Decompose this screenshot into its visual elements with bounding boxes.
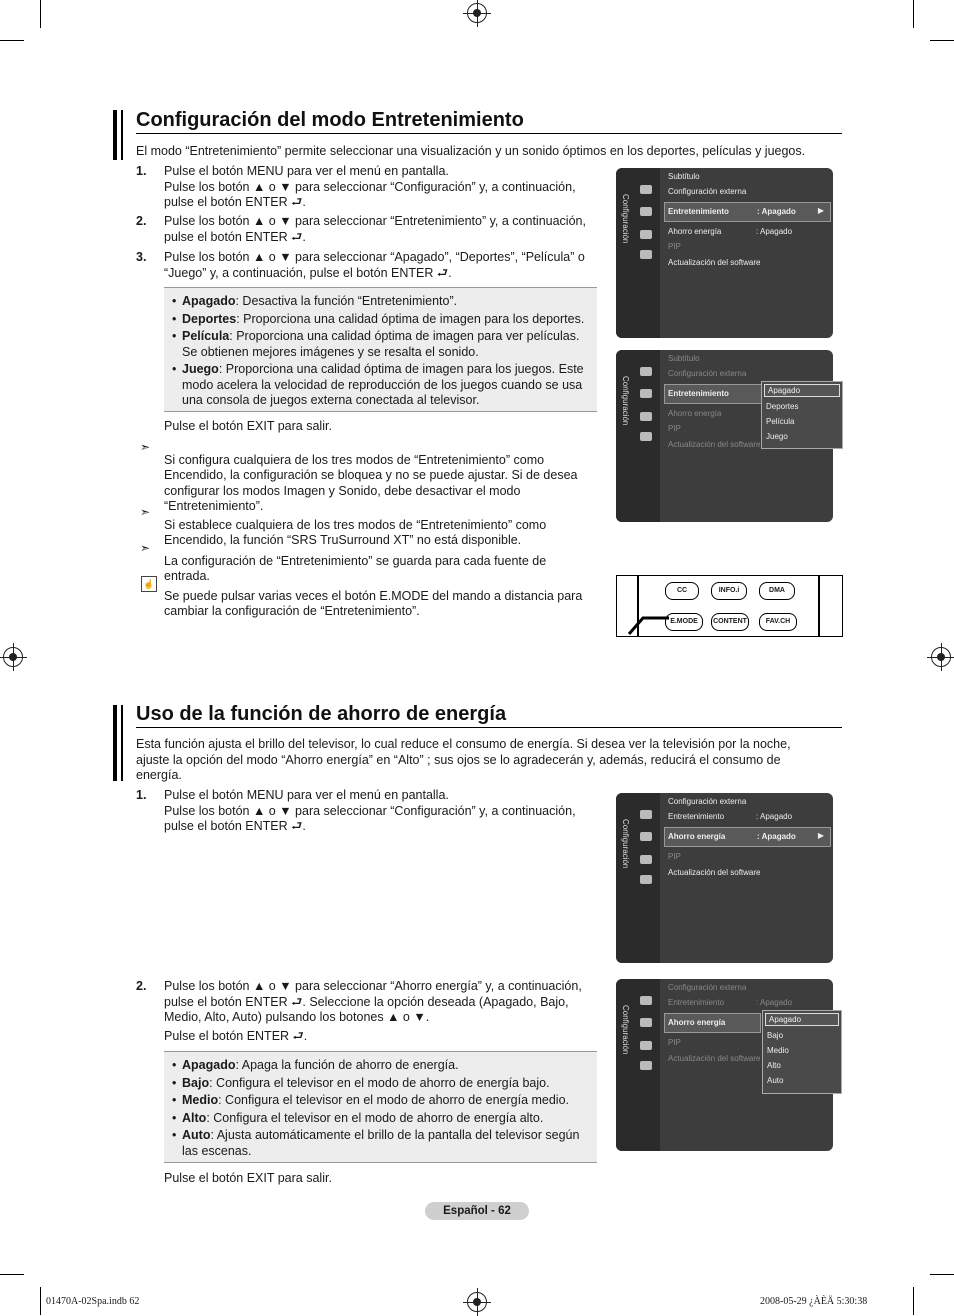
sound-icon xyxy=(640,230,652,239)
menu-sidebar-label: Configuración xyxy=(621,1005,630,1055)
page-number: Español - 62 xyxy=(425,1202,529,1220)
title-rule xyxy=(136,133,842,134)
print-slug-right: 2008-05-29 ¿ÀÈÄ 5:30:38 xyxy=(760,1296,868,1307)
menu-row[interactable]: Actualización del software xyxy=(668,258,761,267)
pointing-hand-icon xyxy=(625,614,669,636)
menu-row[interactable]: PIP xyxy=(668,424,681,433)
step-line: pulse el botón ENTER ⮐. Seleccione la opción deseada (Apagado, Bajo, xyxy=(164,994,569,1009)
crop-mark xyxy=(930,1274,954,1275)
step-line: Pulse el botón MENU para ver el menú en pantalla. xyxy=(164,788,449,802)
note-text: Si configura cualquiera de los tres modos de “Entretenimiento” como Encendido, la configuración se bloquea y no se puede ajustar. Si de desea configurar los modos Imagen y Sonido, debe desactivar el modo “Entretenimiento”. xyxy=(164,452,578,513)
menu-value: : Apagado xyxy=(756,227,793,236)
menu-row[interactable]: Entretenimiento xyxy=(668,812,725,821)
section-title: Uso de la función de ahorro de energía xyxy=(136,703,507,725)
step-line: “Juego” y, a continuación, pulse el botón ENTER ⮐. xyxy=(164,265,452,280)
menu-row: Ahorro energía xyxy=(668,832,726,841)
exit-text: Pulse el botón EXIT para salir. xyxy=(164,1171,332,1185)
step-line: pulse el botón ENTER ⮐. xyxy=(164,229,306,244)
menu-row-highlight[interactable] xyxy=(664,827,831,847)
menu-sidebar-label: Configuración xyxy=(621,819,630,869)
option-item: • Deportes: Proporciona una calidad óptima de imagen para los deportes. xyxy=(172,312,597,328)
step-line: Pulse los botón ▲ o ▼ para seleccionar “Ahorro energía” y, a continuación, xyxy=(164,979,582,993)
tv-menu-screen xyxy=(616,793,833,963)
picture-icon xyxy=(640,996,652,1005)
popup-option[interactable]: Auto xyxy=(767,1076,784,1085)
step-number: 2. xyxy=(136,214,147,228)
crop-mark xyxy=(40,1287,41,1315)
menu-row[interactable]: Entretenimiento xyxy=(668,998,725,1007)
dma-button[interactable]: DMA xyxy=(759,582,795,600)
step-line: Pulse el botón MENU para ver el menú en pantalla. xyxy=(164,164,449,178)
menu-row[interactable]: Subtítulo xyxy=(668,354,700,363)
options-box xyxy=(164,1051,597,1163)
step-line: Pulse los botón ▲ o ▼ para seleccionar “Entretenimiento” y, a continuación, xyxy=(164,214,586,228)
menu-value: : Apagado xyxy=(756,998,793,1007)
section-bar xyxy=(113,705,117,781)
crop-mark xyxy=(913,1287,914,1315)
menu-row[interactable]: PIP xyxy=(668,852,681,861)
sound-icon xyxy=(640,855,652,864)
step-line: Pulse los botón ▲ o ▼ para seleccionar “Apagado”, “Deportes”, “Película” o xyxy=(164,250,585,264)
content-button[interactable]: CONTENT xyxy=(711,613,749,631)
step-text xyxy=(164,788,604,835)
info-button[interactable]: INFO.i xyxy=(711,582,747,600)
popup-option[interactable]: Medio xyxy=(767,1046,789,1055)
crop-mark xyxy=(0,40,24,41)
arrow-right-icon: ▶ xyxy=(817,831,824,840)
intro-text: Esta función ajusta el brillo del televisor, lo cual reduce el consumo de energía. Si desea ver la televisión por la noche, ajuste la opción del modo “Ahorro energía” en “Alto” ; sus ojos se lo agradecerán y, además, reducirá el consumo de energía. xyxy=(136,737,791,782)
menu-sidebar-label: Configuración xyxy=(621,376,630,426)
registration-mark-icon xyxy=(467,1292,487,1312)
section-bar xyxy=(113,110,117,160)
popup-option[interactable]: Apagado xyxy=(765,1013,839,1026)
print-slug-left: 01470A-02Spa.indb 62 xyxy=(46,1296,140,1307)
section-title: Configuración del modo Entretenimiento xyxy=(136,109,524,131)
step-text xyxy=(164,164,604,211)
popup-option[interactable]: Juego xyxy=(766,432,788,441)
menu-row[interactable]: Ahorro energía xyxy=(668,409,722,418)
setup-gear-icon xyxy=(640,207,652,216)
popup-option[interactable]: Apagado xyxy=(764,384,840,397)
section-bar xyxy=(121,705,123,781)
note-arrow-icon: ➣ xyxy=(140,440,151,454)
option-item: • Apagado: Desactiva la función “Entretenimiento”. xyxy=(172,294,597,310)
remote-edge xyxy=(818,576,820,636)
remote-illustration xyxy=(616,575,843,637)
step-line: pulse el botón ENTER ⮐. xyxy=(164,819,306,833)
option-item: • Apagado: Apaga la función de ahorro de energía. xyxy=(172,1058,597,1074)
menu-row[interactable]: Configuración externa xyxy=(668,187,747,196)
step-text xyxy=(164,214,604,245)
menu-row-highlight[interactable] xyxy=(664,384,773,404)
menu-row[interactable]: Configuración externa xyxy=(668,983,747,992)
crop-mark xyxy=(0,1274,24,1275)
option-item: • Auto: Ajusta automáticamente el brillo de la pantalla del televisor según las escenas. xyxy=(172,1128,597,1159)
enter-text: Pulse el botón ENTER ⮐. xyxy=(164,1029,308,1043)
step-line: Medio, Alto, Auto) pulsando los botones ▲ o ▼. xyxy=(164,1010,430,1024)
menu-value: : Apagado xyxy=(757,832,796,841)
popup-option[interactable]: Película xyxy=(766,417,795,426)
note-arrow-icon: ➣ xyxy=(140,541,151,555)
remote-hand-icon: ☝ xyxy=(141,576,157,592)
menu-row[interactable]: PIP xyxy=(668,1038,681,1047)
menu-row[interactable]: PIP xyxy=(668,242,681,251)
title-rule xyxy=(136,727,842,728)
menu-row[interactable]: Ahorro energía xyxy=(668,227,722,236)
sound-icon xyxy=(640,1041,652,1050)
emode-button[interactable]: E.MODE xyxy=(665,613,703,631)
option-item: • Juego: Proporciona una calidad óptima de imagen para los juegos. Este modo acelera la velocidad de reproducción de los juegos cuando se usa una consola de juegos externa conectada al televisor. xyxy=(172,362,597,409)
options-popup xyxy=(761,381,843,449)
input-icon xyxy=(640,875,652,884)
option-item: • Medio: Configura el televisor en el modo de ahorro de energía medio. xyxy=(172,1093,597,1109)
menu-value: : Apagado xyxy=(756,812,793,821)
note-arrow-icon: ➣ xyxy=(140,505,151,519)
menu-row-highlight[interactable] xyxy=(664,1013,761,1033)
crop-mark xyxy=(913,0,914,28)
arrow-right-icon: ▶ xyxy=(817,206,824,215)
input-icon xyxy=(640,432,652,441)
picture-icon xyxy=(640,367,652,376)
tip-text: Se puede pulsar varias veces el botón E.MODE del mando a distancia para cambiar la configuración de “Entretenimiento”. xyxy=(164,588,583,618)
menu-row[interactable]: Subtítulo xyxy=(668,172,700,181)
tv-menu-screen xyxy=(616,168,833,338)
step-number: 3. xyxy=(136,250,147,264)
exit-text: Pulse el botón EXIT para salir. xyxy=(164,419,332,433)
step-number: 2. xyxy=(136,979,147,993)
step-number: 1. xyxy=(136,164,147,178)
input-icon xyxy=(640,250,652,259)
options-box xyxy=(164,287,597,412)
options-popup xyxy=(762,1010,842,1094)
menu-row[interactable]: Actualización del software xyxy=(668,440,761,449)
menu-row[interactable]: Actualización del software xyxy=(668,1054,761,1063)
setup-gear-icon xyxy=(640,1018,652,1027)
note-text: La configuración de “Entretenimiento” se guarda para cada fuente de entrada. xyxy=(164,553,547,583)
menu-row[interactable]: Actualización del software xyxy=(668,868,761,877)
picture-icon xyxy=(640,810,652,819)
step-text xyxy=(164,979,604,1026)
crop-mark xyxy=(930,40,954,41)
menu-row[interactable]: Configuración externa xyxy=(668,369,747,378)
step-text xyxy=(164,250,604,281)
setup-gear-icon xyxy=(640,389,652,398)
note-text: Si establece cualquiera de los tres modos de “Entretenimiento” como Encendido, la función “SRS TruSurround XT” no está disponible. xyxy=(164,517,547,547)
menu-row: Ahorro energía xyxy=(668,1018,726,1027)
menu-row[interactable]: Configuración externa xyxy=(668,797,747,806)
intro-text: El modo “Entretenimiento” permite seleccionar una visualización y un sonido óptimos en los deportes, películas y juegos. xyxy=(136,144,806,158)
menu-sidebar-label: Configuración xyxy=(621,194,630,244)
option-item: • Bajo: Configura el televisor en el modo de ahorro de energía bajo. xyxy=(172,1076,597,1092)
step-number: 1. xyxy=(136,788,147,802)
step-line: Pulse los botón ▲ o ▼ para seleccionar “Configuración” y, a continuación, xyxy=(164,803,576,818)
menu-row-highlight[interactable] xyxy=(664,202,831,222)
registration-mark-icon xyxy=(3,647,23,667)
section-bar xyxy=(121,110,123,160)
menu-row: Entretenimiento xyxy=(668,389,729,398)
option-item: • Alto: Configura el televisor en el modo de ahorro de energía alto. xyxy=(172,1111,597,1127)
step-line: Pulse los botón ▲ o ▼ para seleccionar “Configuración” y, a continuación, xyxy=(164,179,576,194)
option-item: • Película: Proporciona una calidad óptima de imagen para ver películas. Se obtienen mejores imágenes y se resalta el sonido. xyxy=(172,329,597,360)
menu-value: : Apagado xyxy=(757,207,796,216)
crop-mark xyxy=(40,0,41,28)
registration-mark-icon xyxy=(467,3,487,23)
registration-mark-icon xyxy=(931,647,951,667)
input-icon xyxy=(640,1061,652,1070)
picture-icon xyxy=(640,185,652,194)
favch-button[interactable]: FAV.CH xyxy=(759,613,797,631)
step-line: pulse el botón ENTER ⮐. xyxy=(164,195,306,209)
sound-icon xyxy=(640,412,652,421)
popup-option[interactable]: Deportes xyxy=(766,402,799,411)
menu-row: Entretenimiento xyxy=(668,207,729,216)
popup-option[interactable]: Bajo xyxy=(767,1031,784,1040)
popup-option[interactable]: Alto xyxy=(767,1061,781,1070)
setup-gear-icon xyxy=(640,832,652,841)
cc-button[interactable]: CC xyxy=(665,582,699,600)
